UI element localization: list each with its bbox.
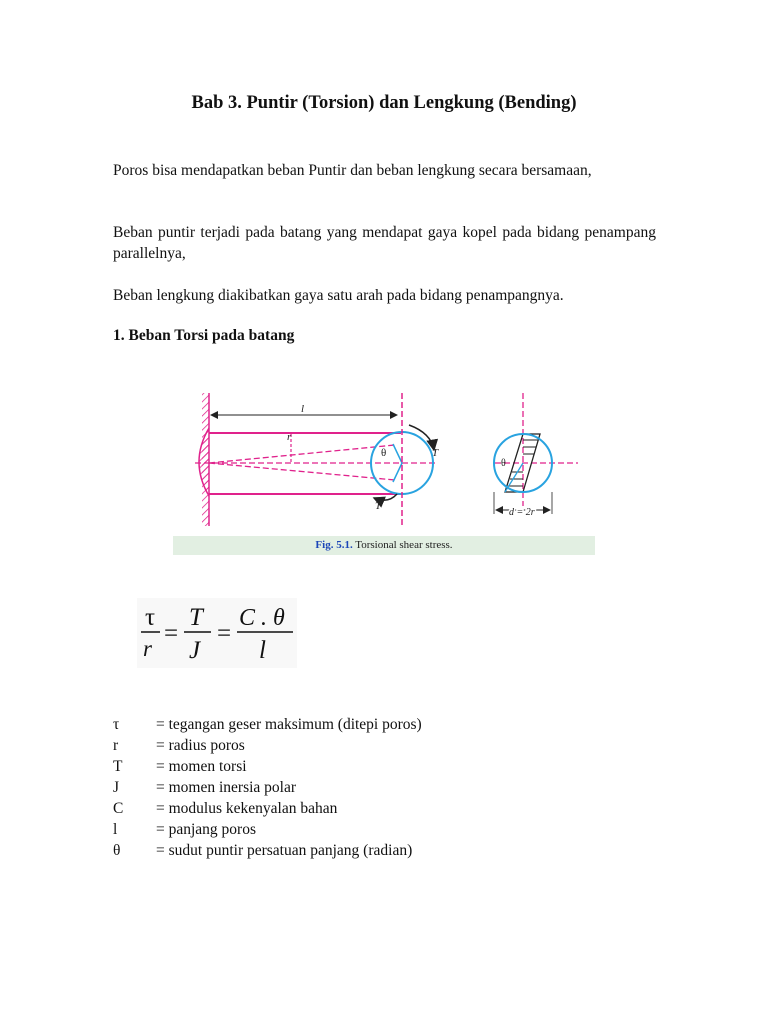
formula-tau: τ	[145, 604, 156, 631]
figure-caption	[173, 536, 595, 555]
formula-l: l	[259, 637, 266, 664]
label-angle: θ	[381, 447, 387, 459]
legend-row	[113, 714, 422, 735]
wall-support	[199, 428, 209, 496]
page-title: Bab 3. Puntir (Torsion) dan Lengkung (Bending)	[191, 93, 577, 113]
legend-symbol: θ	[113, 842, 121, 859]
legend-row	[113, 777, 422, 798]
symbol-legend	[113, 714, 422, 861]
legend-description: = tegangan geser maksimum (ditepi poros)	[156, 716, 422, 733]
paragraph-intro: Poros bisa mendapatkan beban Puntir dan beban lengkung secara bersamaan,	[113, 162, 592, 179]
label-radius: r	[287, 431, 292, 443]
legend-description: = sudut puntir persatuan panjang (radian)	[156, 842, 413, 859]
label-torque-right: T	[432, 447, 439, 459]
formula	[137, 598, 297, 668]
legend-symbol: C	[113, 800, 124, 817]
paragraph-torsion: Beban puntir terjadi pada batang yang mendapat gaya kopel pada bidang penampang parallelnya,	[113, 224, 656, 262]
legend-row	[113, 819, 422, 840]
label-diameter: d = 2r	[509, 507, 535, 518]
legend-row	[113, 840, 422, 861]
legend-description: = modulus kekenyalan bahan	[156, 800, 338, 817]
torsion-figure	[173, 388, 595, 555]
legend-symbol: l	[113, 821, 118, 838]
formula-J: J	[189, 637, 201, 664]
torsion-diagram	[173, 388, 595, 536]
formula-C-theta: C . θ	[239, 605, 285, 631]
paragraph-bending: Beban lengkung diakibatkan gaya satu arah pada bidang penampangnya.	[113, 287, 564, 304]
legend-symbol: τ	[113, 716, 120, 733]
legend-row	[113, 756, 422, 777]
legend-description: = panjang poros	[156, 821, 257, 838]
legend-symbol: J	[113, 779, 120, 796]
legend-row	[113, 735, 422, 756]
legend-symbol: r	[113, 737, 119, 754]
formula-equals-1: =	[164, 620, 179, 647]
legend-row	[113, 798, 422, 819]
legend-description: = momen inersia polar	[156, 779, 297, 796]
label-torque-bottom: T	[375, 500, 382, 512]
formula-T: T	[189, 604, 203, 631]
legend-description: = momen torsi	[156, 758, 247, 775]
legend-symbol: T	[113, 758, 123, 775]
formula-image	[137, 598, 297, 668]
section-heading: 1. Beban Torsi pada batang	[113, 327, 295, 344]
formula-equals-2: =	[217, 620, 232, 647]
legend-description: = radius poros	[156, 737, 245, 754]
formula-r: r	[143, 636, 152, 661]
label-length: l	[301, 403, 305, 415]
torque-arrow-top	[409, 425, 434, 450]
figure-caption-text: Torsional shear stress.	[355, 539, 453, 551]
figure-label: Fig. 5.1.	[315, 539, 353, 551]
label-section-angle: θ	[501, 458, 506, 469]
